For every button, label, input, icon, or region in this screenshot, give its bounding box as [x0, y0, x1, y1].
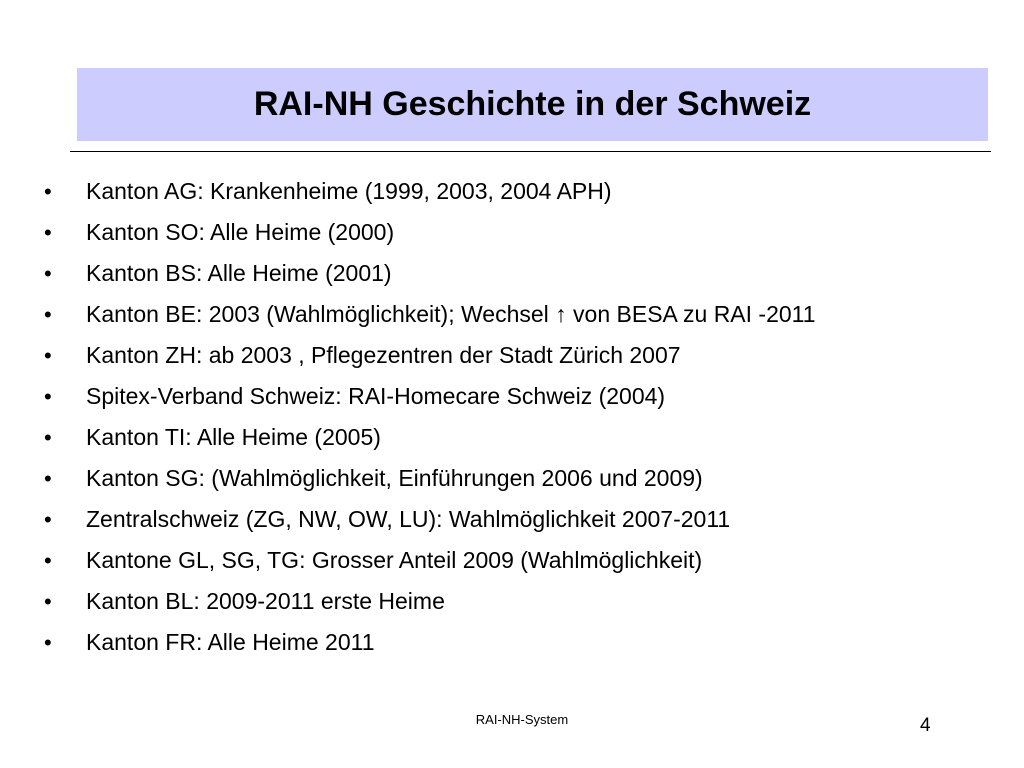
slide-footer: RAI-NH-System [475, 712, 569, 727]
list-item-text: Kanton SO: Alle Heime (2000) [86, 219, 395, 245]
bullet-icon: • [44, 465, 52, 491]
list-item [40, 294, 816, 335]
bullet-icon: • [44, 424, 52, 450]
bullet-icon: • [44, 629, 52, 655]
bullet-icon: • [44, 219, 52, 245]
bullet-list [40, 171, 816, 663]
bullet-icon: • [44, 260, 52, 286]
bullet-icon: • [44, 301, 52, 327]
list-item-text: Kantone GL, SG, TG: Grosser Anteil 2009 (Wahlmöglichkeit) [86, 547, 703, 573]
bullet-icon: • [44, 547, 52, 573]
list-item [40, 335, 816, 376]
list-item-text: Kanton SG: (Wahlmöglichkeit, Einführungen 2006 und 2009) [86, 465, 703, 491]
list-item [40, 622, 816, 663]
bullet-icon: • [44, 506, 52, 532]
list-item [40, 171, 816, 212]
list-item-text: Spitex-Verband Schweiz: RAI-Homecare Schweiz (2004) [86, 383, 666, 409]
slide-title: RAI-NH Geschichte in der Schweiz [253, 85, 812, 123]
list-item-text: Kanton BL: 2009-2011 erste Heime [86, 588, 445, 614]
list-item-text: Kanton AG: Krankenheime (1999, 2003, 2004 APH) [86, 178, 612, 204]
list-item-text: Kanton BE: 2003 (Wahlmöglichkeit); Wechsel ↑ von BESA zu RAI -2011 [86, 301, 816, 327]
bullet-icon: • [44, 342, 52, 368]
bullet-icon: • [44, 383, 52, 409]
list-item-text: Kanton TI: Alle Heime (2005) [86, 424, 381, 450]
list-item [40, 581, 816, 622]
list-item [40, 376, 816, 417]
bullet-icon: • [44, 588, 52, 614]
slide-title-box [77, 68, 988, 141]
list-item [40, 253, 816, 294]
list-item [40, 540, 816, 581]
list-item-text: Kanton ZH: ab 2003 , Pflegezentren der Stadt Zürich 2007 [86, 342, 681, 368]
list-item [40, 458, 816, 499]
list-item [40, 499, 816, 540]
list-item [40, 212, 816, 253]
list-item [40, 417, 816, 458]
bullet-icon: • [44, 178, 52, 204]
page-number: 4 [920, 715, 931, 736]
list-item-text: Kanton FR: Alle Heime 2011 [86, 629, 375, 655]
title-divider [70, 151, 991, 152]
list-item-text: Kanton BS: Alle Heime (2001) [86, 260, 392, 286]
list-item-text: Zentralschweiz (ZG, NW, OW, LU): Wahlmöglichkeit 2007-2011 [86, 506, 731, 532]
